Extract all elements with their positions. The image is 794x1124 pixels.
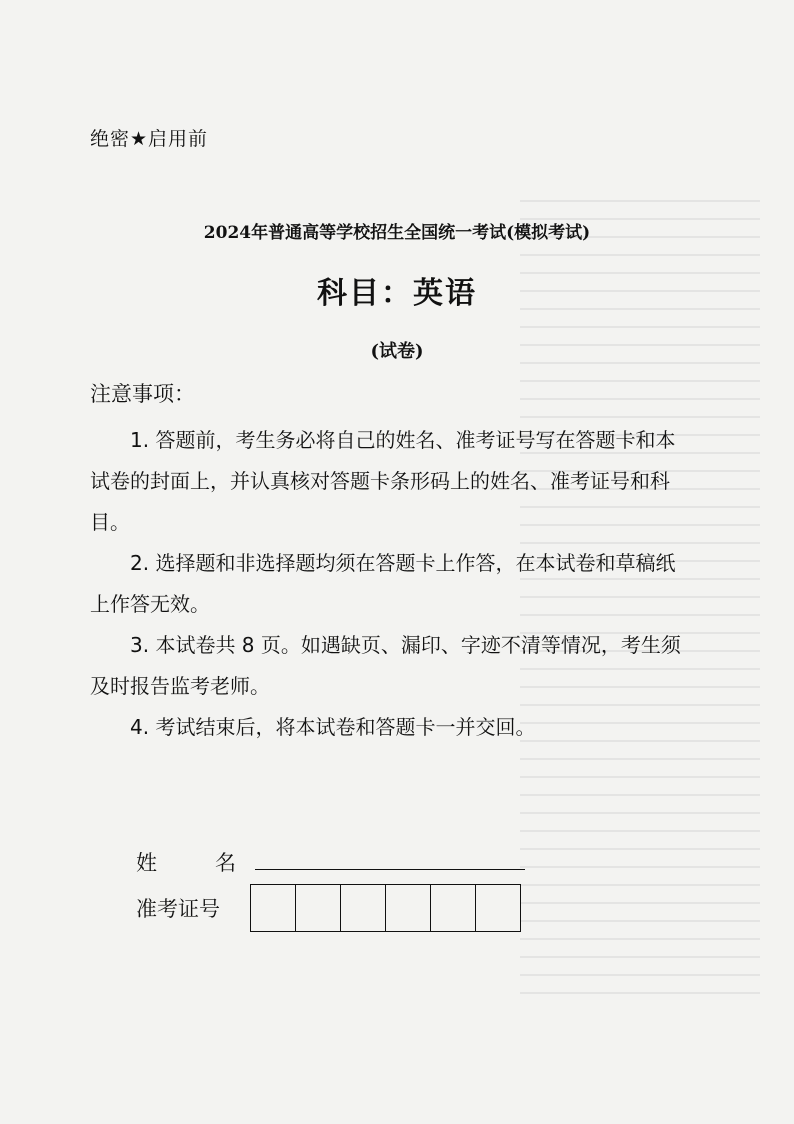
subject-title: 科目：英语: [317, 276, 477, 311]
exam-title: 2024年普通高等学校招生全国统一考试(模拟考试): [203, 223, 591, 243]
exam-id-boxes[interactable]: [250, 884, 521, 932]
instruction-item: 2. 选择题和非选择题均须在答题卡上作答，在本试卷和草稿纸上作答无效。: [90, 551, 676, 616]
instruction-item: 3. 本试卷共 8 页。如遇缺页、漏印、字迹不清等情况，考生须及时报告监考老师。: [90, 633, 681, 698]
notice-title: 注意事项：: [90, 382, 195, 406]
exam-id-digit-box[interactable]: [431, 885, 476, 931]
name-label: 姓名: [136, 851, 236, 875]
instruction-item: 1. 答题前，考生务必将自己的姓名、准考证号写在答题卡和本试卷的封面上，并认真核对答题卡条形码上的姓名、准考证号和科目。: [90, 428, 676, 534]
exam-id-label: 准考证号: [136, 897, 220, 921]
confidential-label: 绝密★启用前: [90, 128, 209, 150]
name-field-line[interactable]: [255, 869, 525, 870]
exam-id-digit-box[interactable]: [341, 885, 386, 931]
instruction-item: 4. 考试结束后，将本试卷和答题卡一并交回。: [130, 715, 536, 739]
exam-id-digit-box[interactable]: [476, 885, 520, 931]
exam-id-digit-box[interactable]: [251, 885, 296, 931]
exam-id-digit-box[interactable]: [296, 885, 341, 931]
paper-type-label: (试卷): [370, 341, 424, 362]
instructions-list: [90, 420, 690, 748]
exam-id-digit-box[interactable]: [386, 885, 431, 931]
